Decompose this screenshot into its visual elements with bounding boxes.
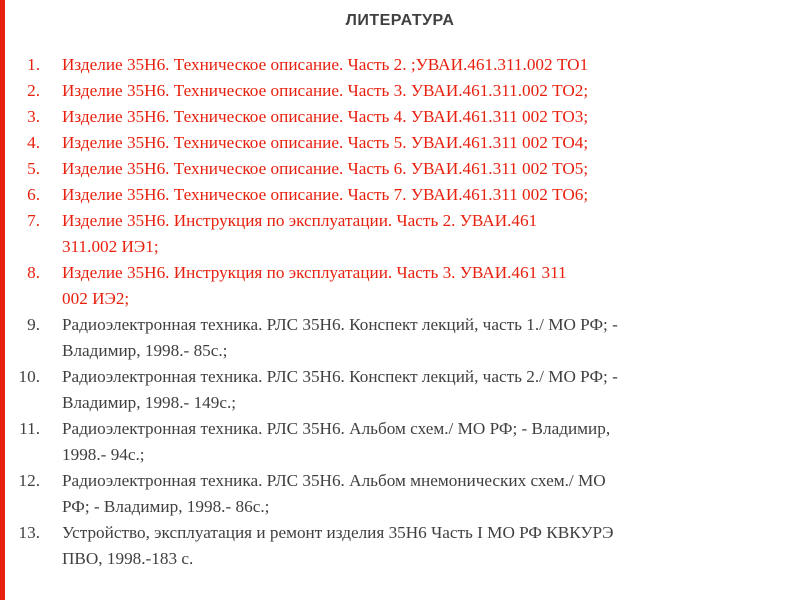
reference-number: 10. (18, 367, 40, 386)
reference-text (62, 156, 790, 182)
reference-item-3 (0, 104, 790, 130)
reference-line: Изделие 35Н6. Техническое описание. Часть 6. УВАИ.461.311 002 ТО5; (62, 159, 589, 178)
reference-text (62, 52, 790, 78)
reference-item-12 (0, 468, 790, 520)
reference-number: 9. (27, 315, 40, 334)
reference-line: РФ; - Владимир, 1998.- 86с.; (62, 497, 270, 516)
reference-number: 7. (27, 211, 40, 230)
reference-line: ПВО, 1998.-183 с. (62, 549, 194, 568)
reference-item-5 (0, 156, 790, 182)
reference-line: Изделие 35Н6. Инструкция по эксплуатации. Часть 3. УВАИ.461 311 (62, 263, 567, 282)
reference-line: Изделие 35Н6. Техническое описание. Часть 3. УВАИ.461.311.002 ТО2; (62, 81, 589, 100)
slide-title: ЛИТЕРАТУРА (345, 12, 455, 29)
reference-line: Радиоэлектронная техника. РЛС 35Н6. Конспект лекций, часть 2./ МО РФ; - (62, 367, 618, 386)
reference-line: Владимир, 1998.- 149с.; (62, 393, 237, 412)
reference-line: Владимир, 1998.- 85с.; (62, 341, 228, 360)
reference-line: Устройство, эксплуатация и ремонт изделия 35Н6 Часть I МО РФ КВКУРЭ (62, 523, 614, 542)
reference-number: 2. (27, 81, 40, 100)
reference-line: Радиоэлектронная техника. РЛС 35Н6. Конспект лекций, часть 1./ МО РФ; - (62, 315, 618, 334)
reference-number: 12. (18, 471, 40, 490)
reference-line: Радиоэлектронная техника. РЛС 35Н6. Альбом мнемонических схем./ МО (62, 471, 606, 490)
reference-item-9 (0, 312, 790, 364)
reference-number: 8. (27, 263, 40, 282)
reference-text (62, 260, 790, 312)
reference-line: Изделие 35Н6. Инструкция по эксплуатации. Часть 2. УВАИ.461 (62, 211, 538, 230)
reference-line: Изделие 35Н6. Техническое описание. Часть 7. УВАИ.461.311 002 ТО6; (62, 185, 589, 204)
reference-line: 002 ИЭ2; (62, 289, 130, 308)
reference-number: 3. (27, 107, 40, 126)
reference-line: Изделие 35Н6. Техническое описание. Часть 4. УВАИ.461.311 002 ТО3; (62, 107, 589, 126)
reference-list (0, 52, 790, 572)
reference-item-8 (0, 260, 790, 312)
reference-line: Изделие 35Н6. Техническое описание. Часть 5. УВАИ.461.311 002 ТО4; (62, 133, 589, 152)
reference-text (62, 104, 790, 130)
reference-item-4 (0, 130, 790, 156)
reference-text (62, 520, 790, 572)
reference-text (62, 208, 790, 260)
reference-number: 11. (19, 419, 40, 438)
reference-item-1 (0, 52, 790, 78)
reference-number: 6. (27, 185, 40, 204)
reference-item-7 (0, 208, 790, 260)
reference-number: 4. (27, 133, 40, 152)
reference-text (62, 468, 790, 520)
reference-text (62, 130, 790, 156)
reference-text (62, 416, 790, 468)
reference-text (62, 312, 790, 364)
reference-text (62, 182, 790, 208)
reference-item-11 (0, 416, 790, 468)
reference-item-2 (0, 78, 790, 104)
reference-text (62, 78, 790, 104)
reference-line: 311.002 ИЭ1; (62, 237, 159, 256)
reference-line: Радиоэлектронная техника. РЛС 35Н6. Альбом схем./ МО РФ; - Владимир, (62, 419, 611, 438)
reference-line: 1998.- 94с.; (62, 445, 145, 464)
reference-item-10 (0, 364, 790, 416)
reference-number: 5. (27, 159, 40, 178)
reference-number: 13. (18, 523, 40, 542)
reference-line: Изделие 35Н6. Техническое описание. Часть 2. ;УВАИ.461.311.002 ТО1 (62, 55, 589, 74)
reference-item-6 (0, 182, 790, 208)
reference-number: 1. (27, 55, 40, 74)
reference-text (62, 364, 790, 416)
reference-item-13 (0, 520, 790, 572)
